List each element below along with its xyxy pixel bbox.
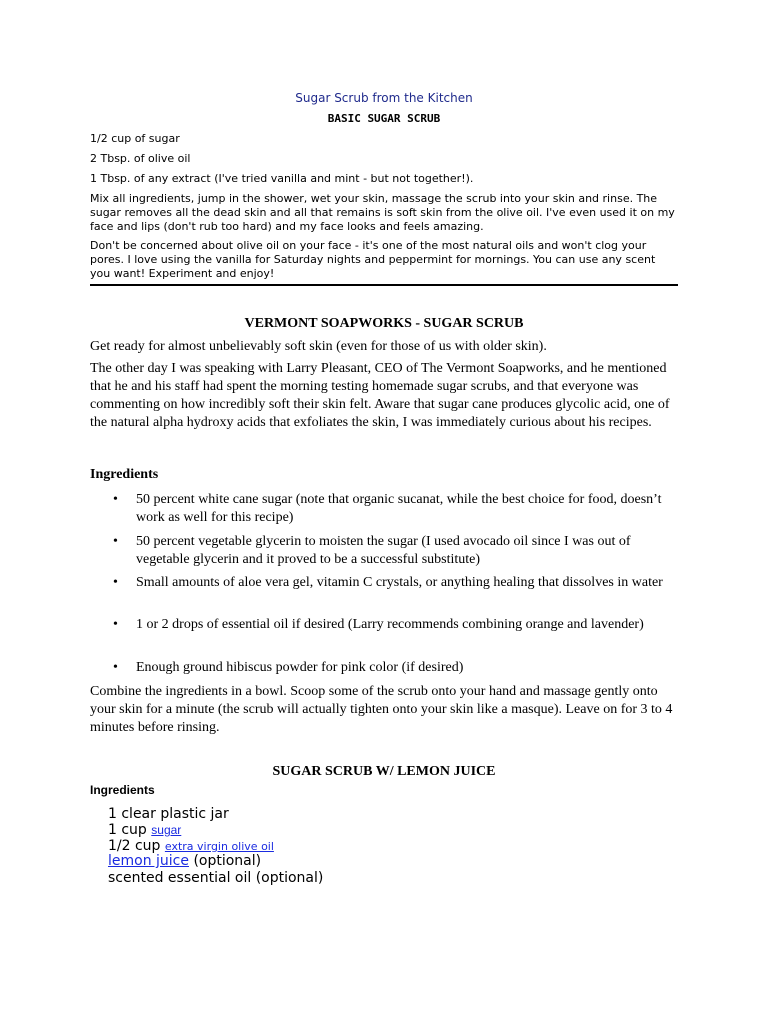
essential-oil-item: scented essential oil (optional) [108, 870, 324, 886]
sugar-link[interactable]: sugar [151, 823, 182, 837]
jar-item: 1 clear plastic jar [108, 806, 229, 822]
bullet-icon: • [113, 492, 118, 507]
lemon-juice-link[interactable]: lemon juice [108, 853, 189, 869]
list-item-text: Enough ground hibiscus powder for pink color (if desired) [136, 660, 464, 675]
list-item-text: 50 percent vegetable glycerin to moisten the sugar (I used avocado oil since I was out of vegetable glycerin and it proved to be a successful substitute) [136, 534, 631, 567]
recipe-line-sugar: 1/2 cup of sugar [90, 132, 180, 145]
lemon-juice-item [108, 853, 261, 869]
list-item-text: Small amounts of aloe vera gel, vitamin C crystals, or anything healing that dissolves in water [136, 575, 663, 590]
bullet-icon: • [113, 575, 118, 590]
list-item-text: 1 or 2 drops of essential oil if desired (Larry recommends combining orange and lavender) [136, 617, 644, 632]
section-title: Sugar Scrub from the Kitchen [295, 91, 473, 105]
vermont-intro: Get ready for almost unbelievably soft skin (even for those of us with older skin). [90, 339, 547, 354]
sugar-item-prefix: 1 cup [108, 822, 152, 838]
lemon-juice-suffix: (optional) [189, 853, 262, 869]
vermont-paragraph: The other day I was speaking with Larry Pleasant, CEO of The Vermont Soapworks, and he mentioned that he and his staff had spent the morning testing homemade sugar scrubs, and that everyone was commenting on how incredibly soft their skin felt. Aware that sugar cane produces glycolic acid, one of the natural alpha hydroxy acids that exfoliates the skin, I was immediately curious about his recipes. [90, 361, 670, 430]
bullet-icon: • [113, 534, 118, 549]
ingredients-heading: Ingredients [90, 467, 159, 482]
horizontal-divider [90, 284, 678, 286]
olive-oil-paragraph: Don't be concerned about olive oil on your face - it's one of the most natural oils and won't clog your pores. I love using the vanilla for Saturday nights and peppermint for mornings. You can use any scent you want! Experiment and enjoy! [90, 239, 656, 280]
ingredients-heading: Ingredients [90, 783, 155, 797]
recipe-line-olive-oil: 2 Tbsp. of olive oil [90, 152, 191, 165]
lemon-heading: SUGAR SCRUB W/ LEMON JUICE [272, 764, 496, 779]
olive-oil-link[interactable]: extra virgin olive oil [164, 840, 274, 853]
recipe-line-extract: 1 Tbsp. of any extract (I've tried vanilla and mint - but not together!). [90, 172, 474, 185]
list-item-text: 50 percent white cane sugar (note that organic sucanat, while the best choice for food, doesn’t work as well for this recipe) [136, 492, 662, 525]
closing-paragraph: Combine the ingredients in a bowl. Scoop some of the scrub onto your hand and massage gently onto your skin for a minute (the scrub will actually tighten onto your skin like a masque). Leave on for 3 to 4 minutes before rinsing. [90, 684, 673, 735]
instructions-paragraph: Mix all ingredients, jump in the shower, wet your skin, massage the scrub into your skin and rinse. The sugar removes all the dead skin and all that remains is soft skin from the olive oil. I've even used it on my face and lips (don't rub too hard) and my face looks and feels amazing. [90, 192, 675, 233]
sugar-item [108, 822, 181, 838]
olive-oil-item-prefix: 1/2 cup [108, 838, 165, 854]
bullet-icon: • [113, 660, 118, 675]
section-subtitle: BASIC SUGAR SCRUB [327, 112, 441, 125]
bullet-icon: • [113, 617, 118, 632]
vermont-heading: VERMONT SOAPWORKS - SUGAR SCRUB [244, 316, 524, 331]
